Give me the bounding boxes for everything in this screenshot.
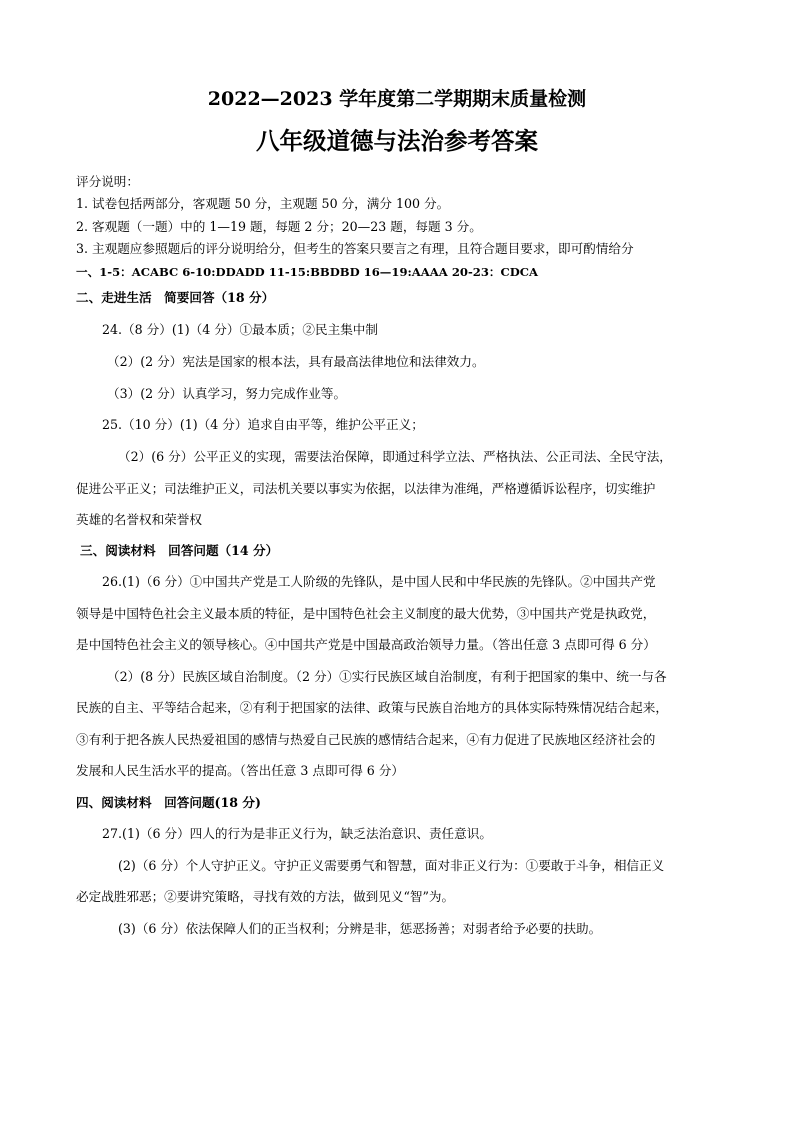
q26-part2-line1: （2）(8 分）民族区域自治制度。（2 分）①实行民族区域自治制度，有利于把国家的集中、统一与各 (107, 669, 667, 684)
section-3-heading: 三、阅读材料 回答问题（14 分） (80, 543, 279, 558)
q26-part1-line3: 是中国特色社会主义的领导核心。④中国共产党是中国最高政治领导力量。（答出任意 3 点即可得 6 分） (76, 637, 656, 652)
scoring-heading: 评分说明： (76, 174, 139, 189)
scoring-item-3: 3. 主观题应参照题后的评分说明给分，但考生的答案只要言之有理，且符合题目要求，即可酌情给分 (76, 241, 634, 256)
q25-part1: 25.（10 分）(1)（4 分）追求自由平等，维护公平正义； (102, 417, 424, 432)
answer-key-title: 八年级道德与法治参考答案 (256, 127, 538, 155)
q27-part3: (3)（6 分）依法保障人们的正当权利；分辨是非，惩恶扬善；对弱者给予必要的扶助。 (118, 921, 602, 936)
q25-part2-line1: （2）(6 分）公平正义的实现，需要法治保障，即通过科学立法、严格执法、公正司法、全民守法， (118, 449, 672, 464)
exam-title: 2022—2023 学年度第二学期期末质量检测 (207, 88, 587, 110)
scoring-item-1: 1. 试卷包括两部分，客观题 50 分，主观题 50 分，满分 100 分。 (76, 196, 450, 211)
q26-part2-line2: 民族的自主、平等结合起来，②有利于把国家的法律、政策与民族自治地方的具体实际特殊情况结合起来， (76, 700, 668, 715)
section-2-heading: 二、走进生活 简要回答（18 分） (76, 290, 275, 305)
q27-part1: 27.(1)（6 分）四人的行为是非正义行为，缺乏法治意识、责任意识。 (102, 826, 492, 841)
q24-part3: （3）(2 分）认真学习，努力完成作业等。 (107, 386, 347, 401)
q24-part1: 24.（8 分）(1)（4 分）①最本质；②民主集中制 (102, 322, 378, 337)
scoring-item-2: 2. 客观题（一题）中的 1—19 题，每题 2 分；20—23 题，每题 3 分。 (76, 219, 482, 234)
q27-part2-line1: (2)（6 分）个人守护正义。守护正义需要勇气和智慧，面对非正义行为：①要敢于斗争，相信正义 (118, 858, 665, 873)
q25-part2-line3: 英雄的名誉权和荣誉权 (76, 512, 202, 527)
objective-answers: 一、1-5：ACABC 6-10:DDADD 11-15:BBDBD 16—19:AAAA 20-23：CDCA (76, 265, 539, 279)
section-4-heading: 四、阅读材料 回答问题(18 分) (76, 795, 261, 810)
q25-part2-line2: 促进公平正义；司法维护正义，司法机关要以事实为依据，以法律为准绳，严格遵循诉讼程序，切实维护 (76, 481, 656, 496)
q26-part2-line4: 发展和人民生活水平的提高。（答出任意 3 点即可得 6 分） (76, 763, 404, 778)
q26-part1-line1: 26.(1)（6 分）①中国共产党是工人阶级的先锋队，是中国人民和中华民族的先锋队。②中国共产党 (102, 574, 656, 589)
q27-part2-line2: 必定战胜邪恶；②要讲究策略，寻找有效的方法，做到见义“智”为。 (76, 889, 455, 904)
q26-part2-line3: ③有利于把各族人民热爱祖国的感情与热爱自己民族的感情结合起来，④有力促进了民族地区经济社会的 (76, 732, 656, 747)
q24-part2: （2）(2 分）宪法是国家的根本法，具有最高法律地位和法律效力。 (107, 354, 485, 369)
q26-part1-line2: 领导是中国特色社会主义最本质的特征，是中国特色社会主义制度的最大优势，③中国共产党是执政党， (76, 606, 656, 621)
